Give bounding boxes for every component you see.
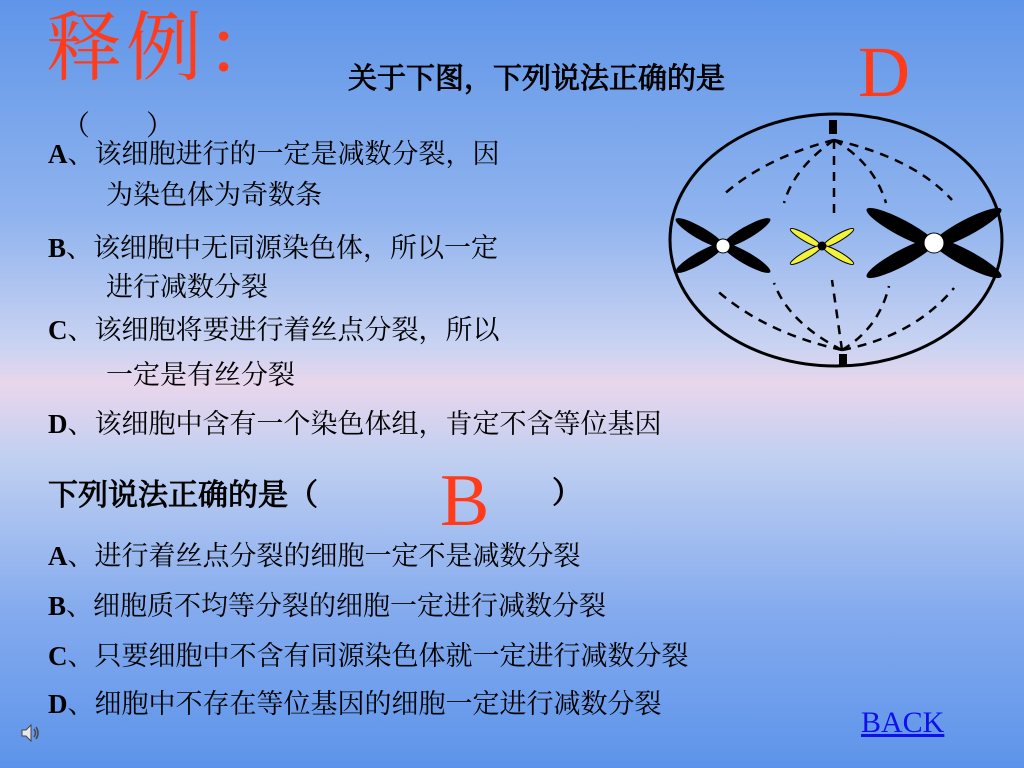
q1-option-b-text: 、该细胞中无同源染色体，所以一定 [66,233,499,264]
q2-option-a-letter: A [48,541,68,571]
q2-option-c-text: 、只要细胞中不含有同源染色体就一定进行减数分裂 [67,641,689,672]
question2-prompt: 下列说法正确的是（ [48,478,318,513]
q1-option-c-letter: C [48,315,68,345]
q2-option-a [48,536,581,577]
q2-option-d-text: 、细胞中不存在等位基因的细胞一定进行减数分裂 [67,689,662,720]
centrosome-top [829,120,837,134]
q2-option-d-letter: D [48,689,68,719]
q1-option-d-text: 、该细胞中含有一个染色体组，肯定不含等位基因 [67,409,662,440]
q1-option-c-text: 、该细胞将要进行着丝点分裂，所以 [67,315,500,346]
q2-option-b [48,586,606,627]
q2-option-d [48,684,662,725]
question2-paren-close: ） [552,476,582,511]
question1-paren: （ ） [62,109,175,142]
q1-option-b-letter: B [48,233,67,263]
q1-option-d [48,404,662,445]
q1-option-a-line2: 为染色体为奇数条 [106,180,322,211]
question1-answer: D [858,32,910,112]
q1-option-c-line2: 一定是有丝分裂 [106,360,295,391]
q2-option-c [48,636,689,677]
q2-option-b-text: 、细胞质不均等分裂的细胞一定进行减数分裂 [66,591,607,622]
q2-option-a-text: 、进行着丝点分裂的细胞一定不是减数分裂 [67,541,581,572]
q1-option-b-line2: 进行减数分裂 [106,272,268,303]
q2-option-b-letter: B [48,591,67,621]
back-link[interactable]: BACK [861,706,945,739]
q1-option-a-letter: A [48,139,68,169]
question2-answer: B [440,460,490,542]
q1-option-c [48,310,500,351]
cell-division-diagram [664,108,1014,382]
q1-option-d-letter: D [48,409,68,439]
chromosome-right [863,202,1005,284]
chromosome-left [673,214,773,277]
q1-option-b [48,228,498,269]
chromosome-middle [789,226,856,267]
q1-option-a-text: 、该细胞进行的一定是减数分裂，因 [67,139,500,170]
centrosome-bottom [839,354,847,366]
question1-prompt: 关于下图，下列说法正确的是 [348,61,726,95]
q1-option-a [48,134,500,175]
slide-title: 释例： [46,3,286,92]
speaker-icon[interactable] [20,722,42,748]
q2-option-c-letter: C [48,641,68,671]
